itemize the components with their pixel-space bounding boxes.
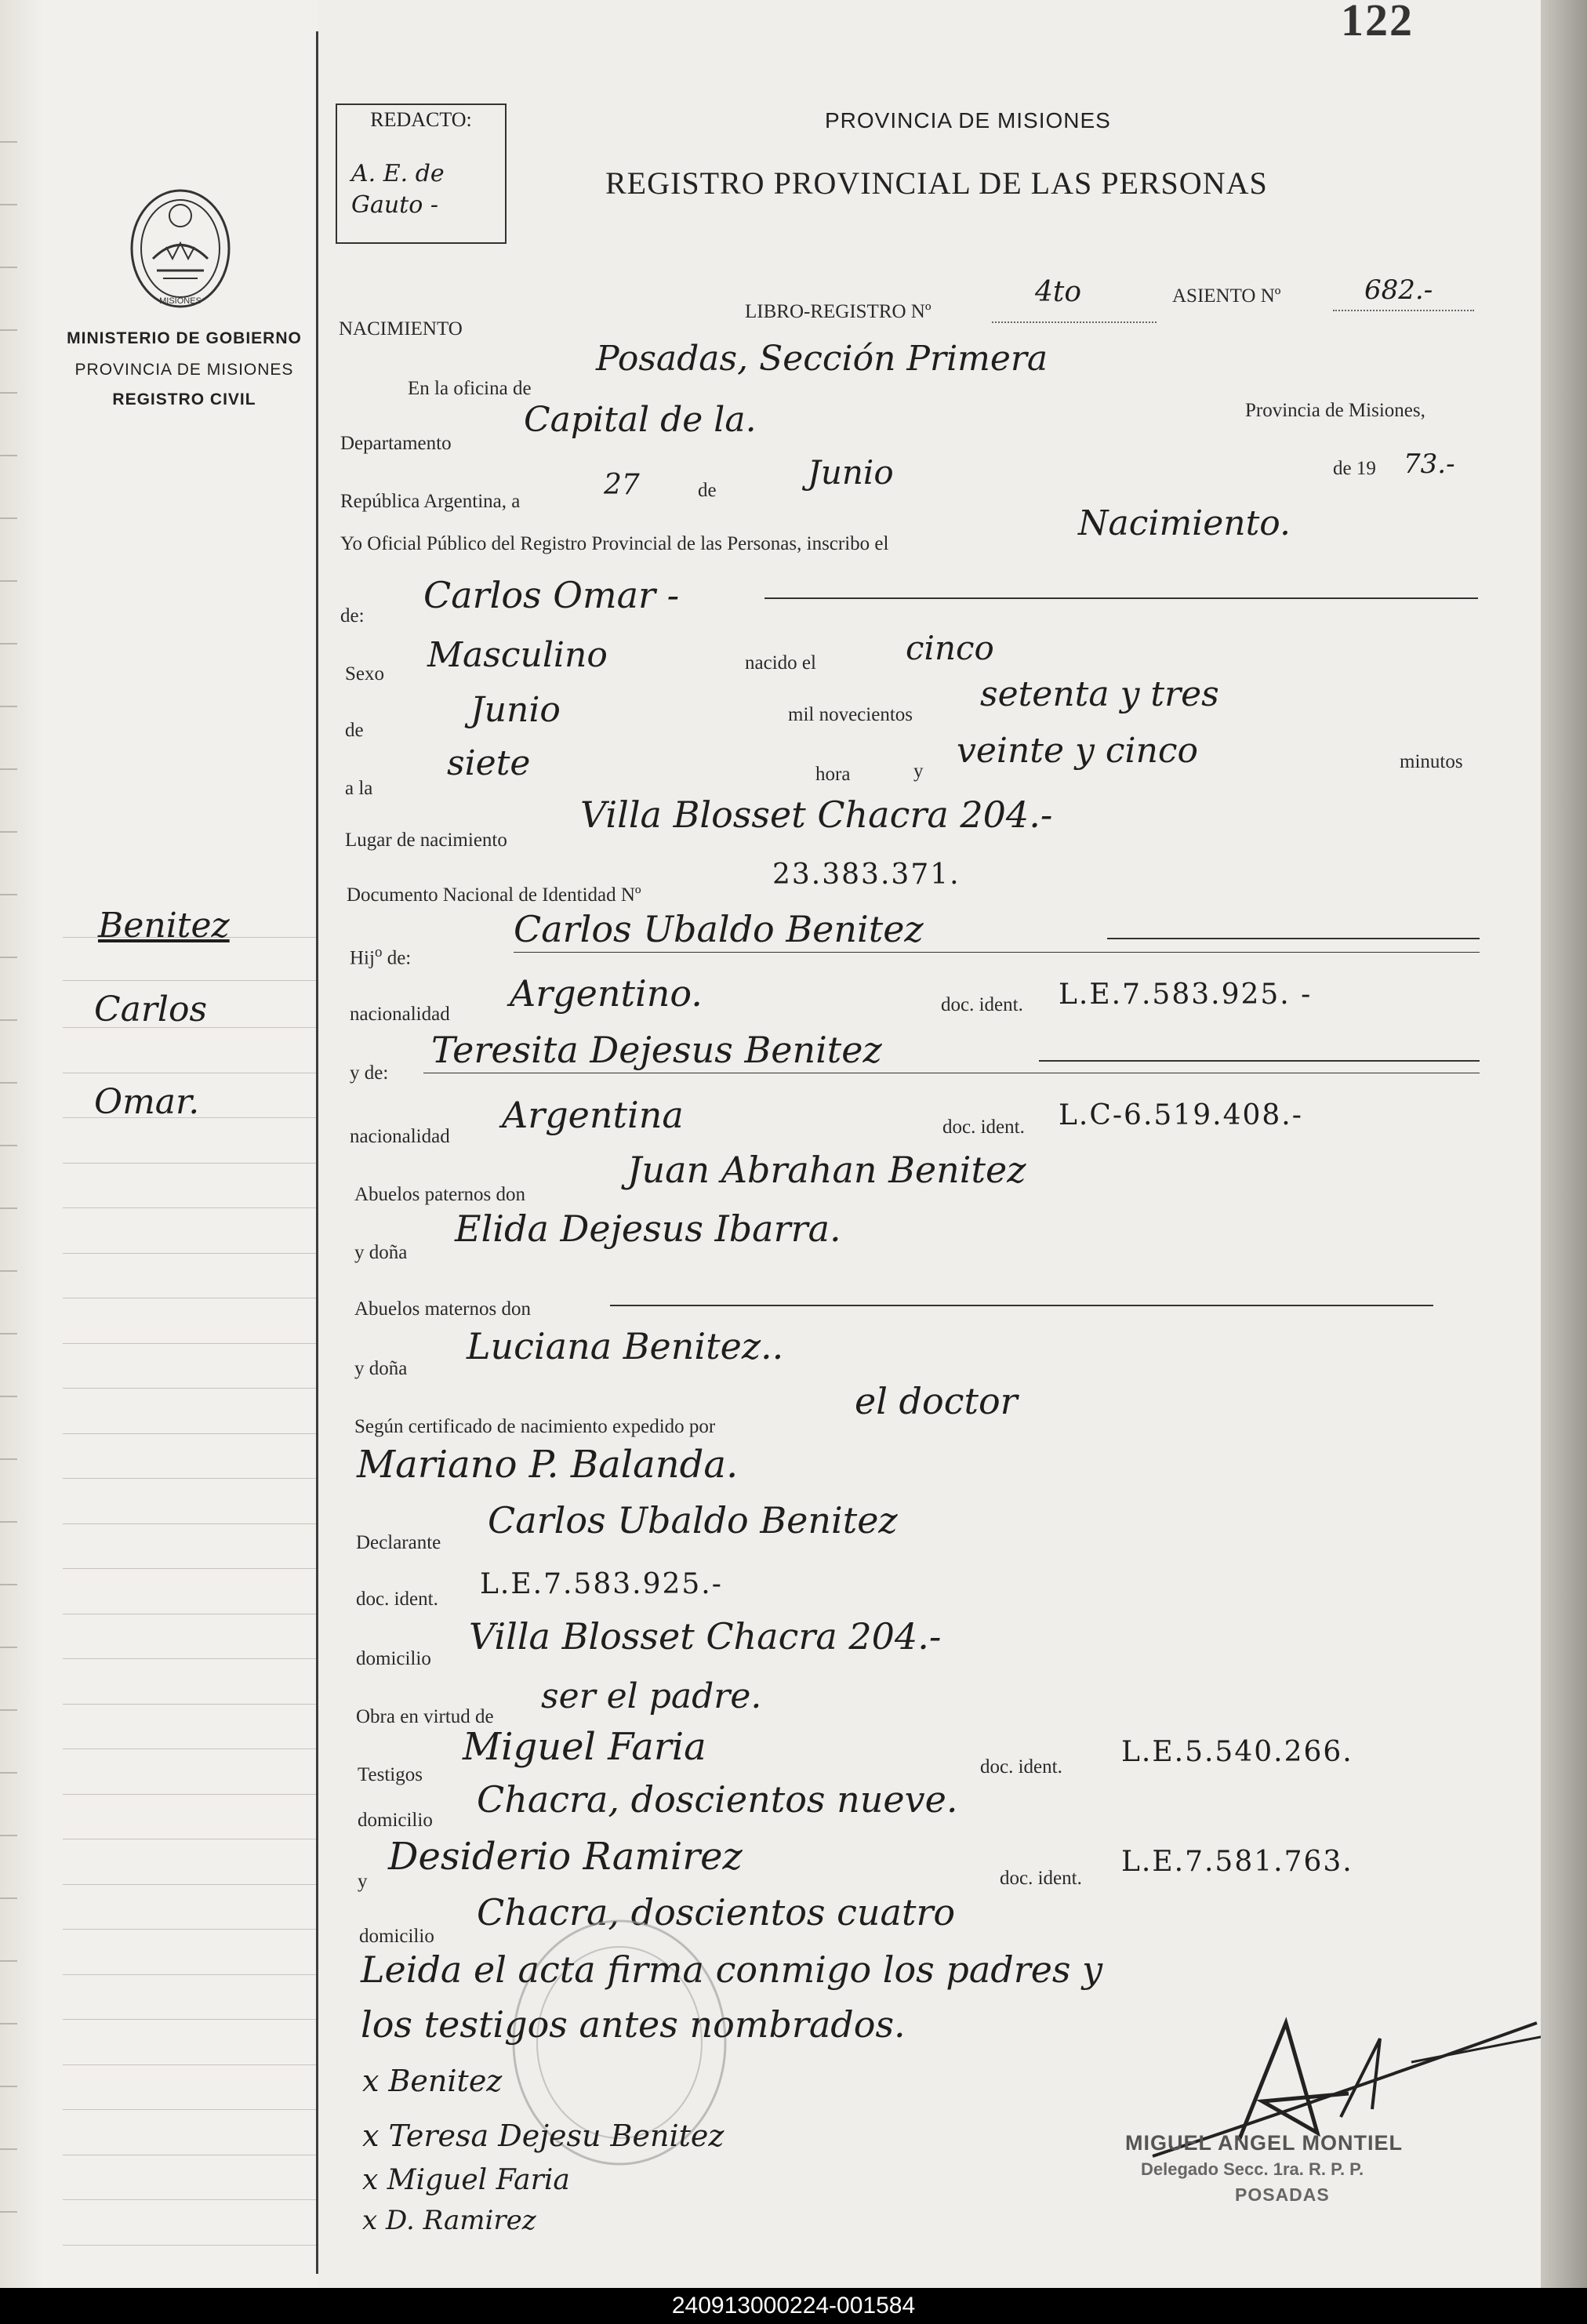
declarante-domicilio: Villa Blosset Chacra 204.- (469, 1615, 942, 1658)
binding-gutter (0, 0, 47, 2324)
yde-label: y de: (350, 1062, 389, 1084)
hora-value: siete (447, 743, 531, 783)
dni-label: Documento Nacional de Identidad Nº (347, 884, 641, 906)
hijo-suffix: o (374, 944, 383, 960)
madre-nacionalidad: Argentina (502, 1094, 684, 1136)
domicilio-label-3: domicilio (359, 1926, 434, 1947)
de-persona-label: de: (340, 605, 365, 626)
signature-witness-1: x Miguel Faria (362, 2164, 570, 2196)
mil-label: mil novecientos (788, 704, 913, 725)
testigo2-name: Desiderio Ramirez (388, 1835, 743, 1879)
registry-name-left: REGISTRO CIVIL (112, 390, 256, 409)
document-title: REGISTRO PROVINCIAL DE LAS PERSONAS (605, 165, 1268, 201)
testigo1-name: Miguel Faria (463, 1725, 706, 1769)
obra-value: ser el padre. (541, 1676, 762, 1716)
padre-nacionalidad: Argentino. (510, 972, 703, 1015)
madre-doc: L.C-6.519.408.- (1059, 1099, 1303, 1131)
ministry-name: MINISTERIO DE GOBIERNO (67, 329, 302, 347)
nacido-label: nacido el (745, 652, 816, 674)
child-name: Carlos Omar - (423, 574, 680, 616)
svg-text:MISIONES: MISIONES (159, 296, 202, 306)
de-label: de (698, 480, 717, 501)
domicilio-label-1: domicilio (356, 1648, 431, 1669)
stamp-role: Delegado Secc. 1ra. R. P. P. (1141, 2159, 1364, 2179)
y-testigo2-label: y (358, 1871, 368, 1892)
testigo2-domicilio: Chacra, doscientos cuatro (477, 1891, 956, 1934)
ala-label: a la (345, 778, 373, 799)
oficial-value: Nacimiento. (1078, 503, 1291, 543)
dni-value: 23.383.371. (772, 859, 961, 891)
abuela-paterna: Elida Dejesus Ibarra. (455, 1207, 841, 1250)
domicilio-label-2: domicilio (358, 1810, 433, 1831)
mes-nac-value: Junio (470, 690, 561, 730)
doc-ident-label-2: doc. ident. (942, 1117, 1025, 1138)
provincia-label: Provincia de Misiones, (1245, 400, 1425, 421)
closing-line-2: los testigos antes nombrados. (361, 2003, 906, 2046)
abuelos-paternos-label: Abuelos paternos don (354, 1184, 526, 1205)
padre-name: Carlos Ubaldo Benitez (514, 908, 924, 950)
column-divider (316, 31, 318, 2274)
anio-value: 73.- (1404, 448, 1455, 480)
redacto-value: A. E. de Gauto - (351, 160, 445, 219)
abuela-materna: Luciana Benitez.. (467, 1325, 784, 1367)
minutos-label: minutos (1400, 751, 1463, 772)
header-province: PROVINCIA DE MISIONES (825, 108, 1111, 133)
doc-ident-label-3: doc. ident. (356, 1589, 438, 1610)
departamento-label: Departamento (340, 433, 452, 454)
libro-value: 4to (1035, 276, 1082, 308)
stamp-city: POSADAS (1235, 2184, 1330, 2205)
act-type: NACIMIENTO (339, 318, 463, 340)
mes-value: Junio (808, 453, 894, 492)
asiento-label: ASIENTO Nº (1172, 285, 1281, 307)
coat-of-arms-icon (125, 184, 235, 314)
libro-label: LIBRO-REGISTRO Nº (745, 301, 932, 322)
sexo-label: Sexo (345, 663, 384, 684)
abuelo-paterno: Juan Abrahan Benitez (627, 1149, 1026, 1191)
doc-ident-label-4: doc. ident. (980, 1756, 1062, 1777)
hijo-label (350, 944, 411, 969)
anio-label: de 19 (1333, 458, 1376, 479)
dia-value: 27 (604, 469, 640, 501)
page-edge (1541, 0, 1587, 2324)
oficina-label: En la oficina de (408, 378, 532, 399)
declarante-name: Carlos Ubaldo Benitez (488, 1499, 898, 1541)
margin-first-name: Carlos (94, 990, 208, 1029)
signature-mother: x Teresa Dejesu Benitez (362, 2119, 724, 2153)
medico-name: Mariano P. Balanda. (357, 1443, 739, 1487)
oficial-label: Yo Oficial Público del Registro Provincial de las Personas, inscribo el (340, 533, 889, 554)
doc-ident-label-1: doc. ident. (941, 994, 1023, 1015)
de2-label: de (345, 720, 364, 741)
nacionalidad-label-1: nacionalidad (350, 1004, 450, 1025)
declarante-label: Declarante (356, 1532, 441, 1553)
minutos-value: veinte y cinco (957, 731, 1199, 771)
lugar-label: Lugar de nacimiento (345, 830, 507, 851)
image-id-bar: 240913000224-001584 (0, 2288, 1587, 2324)
closing-line-1: Leida el acta firma conmigo los padres y (361, 1948, 1103, 1991)
ydona-label-1: y doña (354, 1242, 408, 1263)
republica-label: República Argentina, a (340, 491, 521, 512)
stamp-name: MIGUEL ANGEL MONTIEL (1125, 2131, 1404, 2155)
margin-second-name: Omar. (94, 1082, 200, 1122)
hijo-de: de: (387, 947, 412, 969)
redacto-label: REDACTO: (370, 108, 472, 131)
y-label: y (913, 761, 924, 782)
testigo2-doc: L.E.7.581.763. (1121, 1846, 1353, 1878)
abuelos-maternos-label: Abuelos maternos don (354, 1298, 531, 1320)
certificado-value: el doctor (855, 1380, 1018, 1422)
province-name-left: PROVINCIA DE MISIONES (74, 361, 294, 379)
dia-nac-value: cinco (906, 629, 994, 667)
certificado-label: Según certificado de nacimiento expedido por (354, 1416, 716, 1437)
redacto-box (336, 103, 507, 244)
testigo1-domicilio: Chacra, doscientos nueve. (477, 1778, 958, 1821)
testigo1-doc: L.E.5.540.266. (1121, 1736, 1353, 1768)
hora-label: hora (815, 764, 851, 785)
signature-father: x Benitez (362, 2064, 503, 2098)
departamento-value: Capital de la. (524, 400, 757, 440)
signature-witness-2: x D. Ramirez (362, 2205, 536, 2236)
padre-doc: L.E.7.583.925. - (1059, 979, 1313, 1011)
hijo-prefix: Hij (350, 947, 375, 969)
madre-name: Teresita Dejesus Benitez (431, 1029, 882, 1071)
obra-label: Obra en virtud de (356, 1706, 494, 1727)
anio-nac-value: setenta y tres (980, 674, 1219, 714)
sexo-value: Masculino (427, 635, 608, 675)
nacionalidad-label-2: nacionalidad (350, 1126, 450, 1147)
margin-surname: Benitez (98, 906, 230, 946)
declarante-doc: L.E.7.583.925.- (480, 1568, 723, 1600)
left-margin-column (47, 0, 318, 2324)
doc-ident-label-5: doc. ident. (1000, 1868, 1082, 1889)
testigos-label: Testigos (358, 1764, 423, 1785)
asiento-value: 682.- (1364, 274, 1433, 306)
lugar-value: Villa Blosset Chacra 204.- (580, 793, 1053, 836)
oficina-value: Posadas, Sección Primera (596, 339, 1048, 379)
ydona-label-2: y doña (354, 1358, 408, 1379)
page-number: 122 (1341, 0, 1414, 45)
